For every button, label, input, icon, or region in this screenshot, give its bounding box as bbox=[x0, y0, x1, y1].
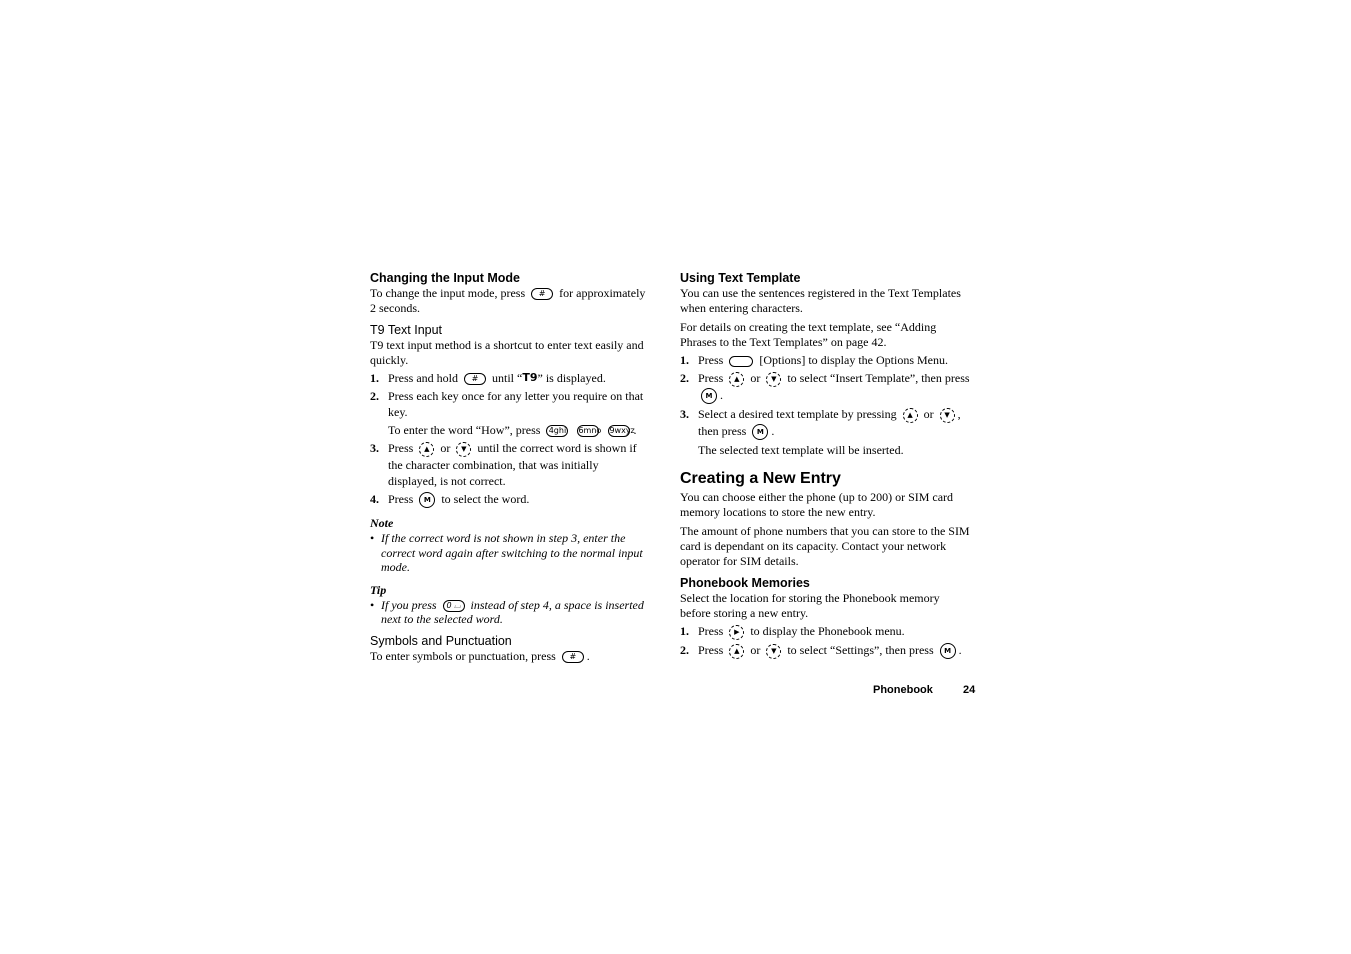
nav-down-icon: ▼ bbox=[766, 644, 781, 659]
hash-key-icon: # bbox=[562, 651, 584, 663]
template-step-3: 3. Select a desired text template by pressing ▲ or ▼ , then press M . bbox=[680, 406, 970, 440]
nav-up-icon: ▲ bbox=[729, 372, 744, 387]
nav-down-icon: ▼ bbox=[940, 408, 955, 423]
m-key-icon: M bbox=[940, 643, 956, 659]
nav-up-icon: ▲ bbox=[729, 644, 744, 659]
tip-item: • If you press 0 ⌴ instead of step 4, a space is inserted next to the selected word. bbox=[370, 597, 644, 626]
note-title: Note bbox=[370, 516, 394, 530]
phonebook-memories-text: Select the location for storing the Phonebook memory before storing a new entry. bbox=[680, 591, 940, 620]
phonebook-memories-heading: Phonebook Memories bbox=[680, 576, 810, 590]
template-step-2: 2. Press ▲ or ▼ to select “Insert Template”, then press M . bbox=[680, 370, 970, 404]
t9-heading: T9 Text Input bbox=[370, 323, 443, 337]
nav-up-icon: ▲ bbox=[419, 442, 434, 457]
new-entry-heading: Creating a New Entry bbox=[680, 470, 841, 487]
page-footer bbox=[873, 684, 975, 696]
new-entry-p1: You can choose either the phone (up to 200) or SIM card memory locations to store the new entry. bbox=[680, 490, 954, 519]
text-template-p1: You can use the sentences registered in the Text Templates when entering characters. bbox=[680, 286, 961, 315]
m-key-icon: M bbox=[419, 492, 435, 508]
t9-intro: T9 text input method is a shortcut to enter text easily and quickly. bbox=[370, 338, 644, 367]
symbols-text: To enter symbols or punctuation, press # . bbox=[370, 648, 590, 663]
t9-indicator-icon: T9 bbox=[522, 371, 538, 384]
template-step-3-result: The selected text template will be inserted. bbox=[698, 443, 904, 457]
key-0-icon: 0 ⌴ bbox=[443, 600, 465, 612]
tip-title: Tip bbox=[370, 582, 387, 597]
input-mode-heading: Changing the Input Mode bbox=[370, 271, 520, 285]
page-number: 24 bbox=[962, 684, 976, 696]
t9-step-3: 3. Press ▲ or ▼ until the correct word is shown if the character combination, that was initially displayed, is not correct. bbox=[370, 441, 637, 488]
t9-step-1: 1. Press and hold # until “T9” is displayed. bbox=[370, 371, 606, 385]
memories-step-2: 2. Press ▲ or ▼ to select “Settings”, then press M . bbox=[680, 642, 970, 659]
nav-right-icon: ▶ bbox=[729, 625, 744, 640]
key-4-icon: 4ghi bbox=[546, 425, 568, 437]
left-column bbox=[370, 270, 650, 664]
new-entry-p2: The amount of phone numbers that you can store to the SIM card is dependant on its capacity. Contact your network operator for SIM details. bbox=[680, 524, 970, 568]
t9-step-2: 2. Press each key once for any letter you require on that key. bbox=[370, 389, 644, 419]
input-mode-text: To change the input mode, press # for approximately 2 seconds. bbox=[370, 286, 646, 315]
text-template-p2: For details on creating the text template, see “Adding Phrases to the Text Templates” on page 42. bbox=[680, 320, 937, 349]
hash-key-icon: # bbox=[464, 373, 486, 385]
nav-down-icon: ▼ bbox=[766, 372, 781, 387]
symbols-heading: Symbols and Punctuation bbox=[370, 633, 512, 648]
soft-key-icon bbox=[729, 356, 753, 367]
t9-step-4: 4. Press M to select the word. bbox=[370, 491, 650, 508]
nav-down-icon: ▼ bbox=[456, 442, 471, 457]
m-key-icon: M bbox=[701, 388, 717, 404]
text-template-heading: Using Text Template bbox=[680, 271, 801, 285]
key-6-icon: 6mno bbox=[578, 426, 602, 436]
m-key-icon: M bbox=[752, 424, 768, 440]
hash-key-icon: # bbox=[531, 288, 553, 300]
note-item: • If the correct word is not shown in step 3, enter the correct word again after switching to the normal input mode. bbox=[370, 531, 643, 574]
key-9-icon: 9wxyz bbox=[609, 426, 635, 436]
footer-section: Phonebook bbox=[873, 684, 933, 696]
right-column bbox=[680, 270, 970, 659]
t9-step-2-example: To enter the word “How”, press 4ghi 6mno 9wxyz. bbox=[388, 423, 637, 437]
nav-up-icon: ▲ bbox=[903, 408, 918, 423]
template-step-1: 1. Press [Options] to display the Options Menu. bbox=[680, 353, 948, 367]
memories-step-1: 1. Press ▶ to display the Phonebook menu. bbox=[680, 624, 905, 638]
